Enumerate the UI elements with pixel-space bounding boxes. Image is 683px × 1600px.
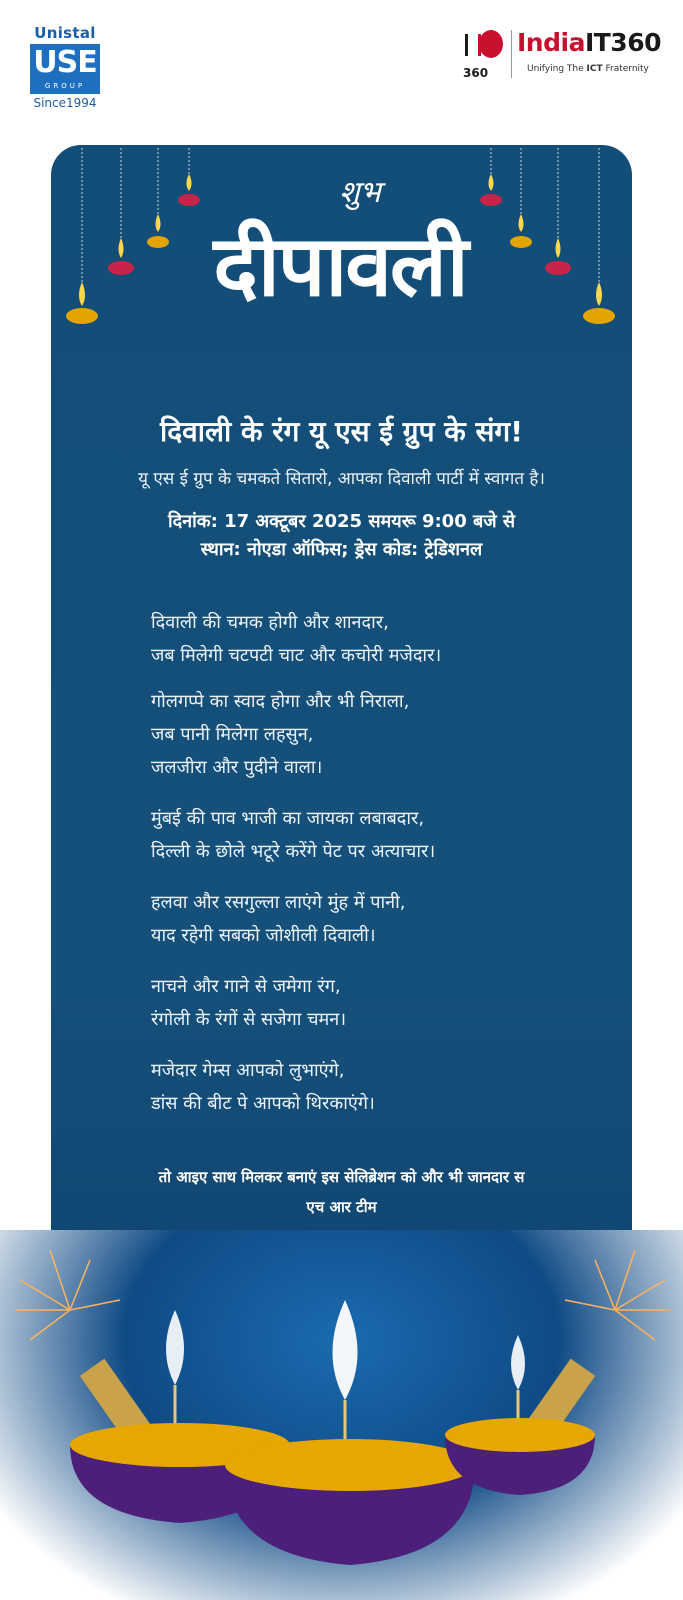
poem-line: हलवा और रसगुल्ला लाएंगे मुंह में पानी, [151,892,406,913]
signature-hr-team: एच आर टीम [306,1198,377,1216]
name-prefix: India [517,28,585,57]
name-suffix: IT360 [584,28,661,57]
event-date-time: दिनांक: 17 अक्टूबर 2025 समयरू 9:00 बजे से [167,511,516,532]
hanging-lamp-icon [108,238,134,275]
poem-stanza [151,606,611,672]
use-group-text: GROUP [44,82,86,90]
poem-line: याद रहेगी सबको जोशीली दिवाली। [151,925,376,946]
shubh-text: शुभ [339,175,381,210]
hanging-lamp-icon [147,214,169,248]
hanging-lamp-icon [545,238,571,275]
poem-line: दिल्ली के छोले भटूरे करेंगे पेट पर अत्याचार। [151,841,436,862]
poem-line: गोलगप्पे का स्वाद होगा और भी निराला, [151,691,410,712]
tagline-pre: Unifying The [527,64,587,74]
shubh-deepawali-heading [180,170,500,390]
poem-line: डांस की बीट पे आपको थिरकाएंगे। [151,1093,375,1114]
poem-stanza [151,802,611,868]
poem-line: नाचने और गाने से जमेगा रंग, [151,976,341,997]
diya-right-icon [445,1335,595,1495]
tagline-bold: ICT [586,64,603,74]
poem-stanza [151,970,611,1036]
since-text: Since1994 [33,96,97,110]
hanging-lamp-icon [66,282,98,324]
poem-line: रंगोली के रंगों से सजेगा चमन। [151,1009,347,1030]
hanging-lamp-icon [510,214,532,248]
mark-number: 360 [463,66,489,80]
welcome-message: यू एस ई ग्रुप के चमकते सितारो, आपका दिवाली पार्टी में स्वागत है। [138,469,545,489]
tagline: दिवाली के रंग यू एस ई ग्रुप के संग! [160,415,523,448]
poem-stanza [151,1054,611,1120]
event-venue-dresscode: स्थान: नोएडा ऑफिस; ड्रेस कोड: ट्रेडिशनल [200,539,483,560]
sparkler-right-icon [525,1250,670,1441]
poem-line: जब पानी मिलेगा लहसुन, [151,724,314,745]
deepawali-title: दीपावली [213,216,467,315]
poem-line: जब मिलेगी चटपटी चाट और कचोरी मजेदार। [151,645,442,666]
hanging-lamp-icon [583,282,615,324]
sparkler-left-icon [15,1250,150,1441]
closing-message [51,1162,632,1222]
tagline-post: Fraternity [602,64,649,74]
poem-line: दिवाली की चमक होगी और शानदार, [151,612,389,633]
poem-line: जलजीरा और पुदीने वाला। [151,757,323,778]
use-mark-text: USE [33,45,97,80]
poem-line: मुंबई की पाव भाजी का जायका लबाबदार, [151,808,425,829]
unistal-brand-text: Unistal [34,24,96,42]
closing-line: तो आइए साथ मिलकर बनाएं इस सेलिब्रेशन को और भी जानदार स [158,1168,525,1186]
invitation-poem [151,606,611,1120]
poem-stanza [151,886,611,952]
poem-line: मजेदार गेम्स आपको लुभाएंगे, [151,1060,345,1081]
poem-stanza [151,685,611,784]
event-details [51,508,632,564]
